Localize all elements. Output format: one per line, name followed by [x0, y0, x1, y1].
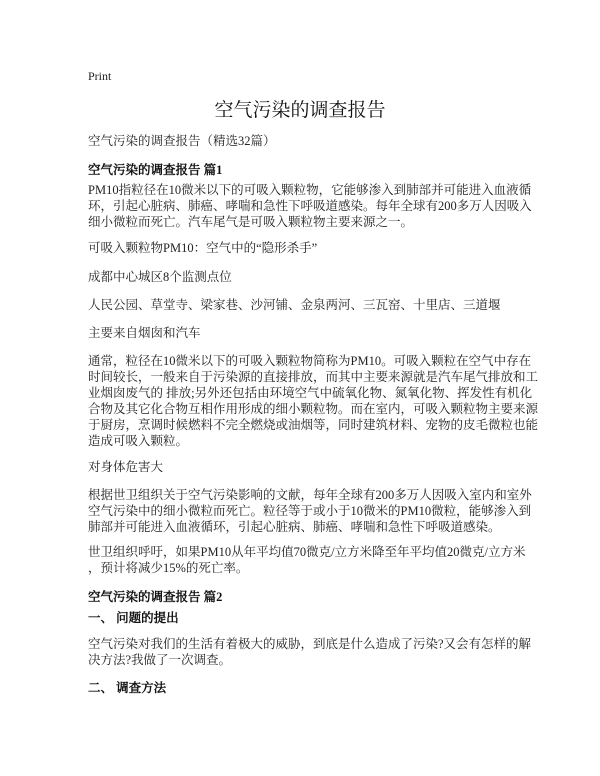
text-line: 环，引起心脏病、肺癌、哮喘和急性下呼吸道感染。每年全球有200多万人因吸入: [88, 199, 532, 213]
text-line: 通常，粒径在10微米以下的可吸入颗粒物简称为PM10。可吸入颗粒在空气中存在: [88, 354, 532, 368]
text-line: 空气污染对我们的生活有着极大的威胁，到底是什么造成了污染?又会有怎样的解: [88, 637, 532, 651]
paragraph: 人民公园、草堂寺、梁家巷、沙河铺、金泉两河、三瓦窑、十里店、三道堰: [88, 298, 501, 312]
sub-heading: 一、 问题的提出: [88, 611, 179, 625]
section-heading-2: 空气污染的调查报告 篇2: [88, 590, 223, 604]
text-line: 细小微粒而死亡。汽车尾气是可吸入颗粒物主要来源之一。: [88, 215, 414, 229]
text-line: PM10指粒径在10微米以下的可吸入颗粒物，它能够渗入到肺部并可能进入血液循: [88, 183, 532, 197]
text-line: 时间较长，一般来自于污染源的直接排放，而其中主要来源就是汽车尾气排放和工: [88, 370, 539, 384]
paragraph: [88, 544, 526, 576]
paragraph: 成都中心城区8个监测点位: [88, 270, 232, 284]
section-heading-1: 空气污染的调查报告 篇1: [88, 163, 223, 177]
text-line: 空气污染中的细小微粒而死亡。粒径等于或小于10微米的PM10微粒，能够渗入到: [88, 504, 532, 518]
paragraph: [88, 487, 532, 535]
print-link[interactable]: Print: [88, 69, 112, 83]
paragraph: 可吸入颗粒物PM10：空气中的“隐形杀手”: [88, 241, 318, 255]
paragraph: [88, 353, 538, 449]
text-line: ，预计将减少15%的死亡率。: [88, 561, 249, 575]
page-title: 空气污染的调查报告: [214, 99, 386, 121]
subtitle: 空气污染的调查报告（精选32篇）: [88, 134, 276, 148]
paragraph: [88, 636, 531, 668]
text-line: 根据世卫组织关于空气污染影响的文献，每年全球有200多万人因吸入室内和室外: [88, 488, 532, 502]
sub-heading: 二、 调查方法: [88, 681, 167, 695]
text-line: 于厨房，烹调时候燃料不完全燃烧或油烟等，同时建筑材料、宠物的皮毛微粒也能: [88, 418, 539, 432]
text-line: 业烟囱废气的 排放;另外还包括由环境空气中硫氧化物、氮氧化物、挥发性有机化: [88, 386, 533, 400]
text-line: 肺部并可能进入血液循环，引起心脏病、肺癌、哮喘和急性下呼吸道感染。: [88, 520, 501, 534]
text-line: 决方法?我做了一次调查。: [88, 653, 232, 667]
text-line: 合物及其它化合物互相作用形成的细小颗粒物。而在室内，可吸入颗粒物主要来源: [88, 402, 539, 416]
paragraph: [88, 182, 532, 230]
paragraph: 主要来自烟囱和汽车: [88, 326, 201, 340]
text-line: 造成可吸入颗粒。: [88, 434, 189, 448]
paragraph: 对身体危害大: [88, 460, 164, 474]
text-line: 世卫组织呼吁，如果PM10从年平均值70微克/立方米降至年平均值20微克/立方米: [88, 545, 526, 559]
